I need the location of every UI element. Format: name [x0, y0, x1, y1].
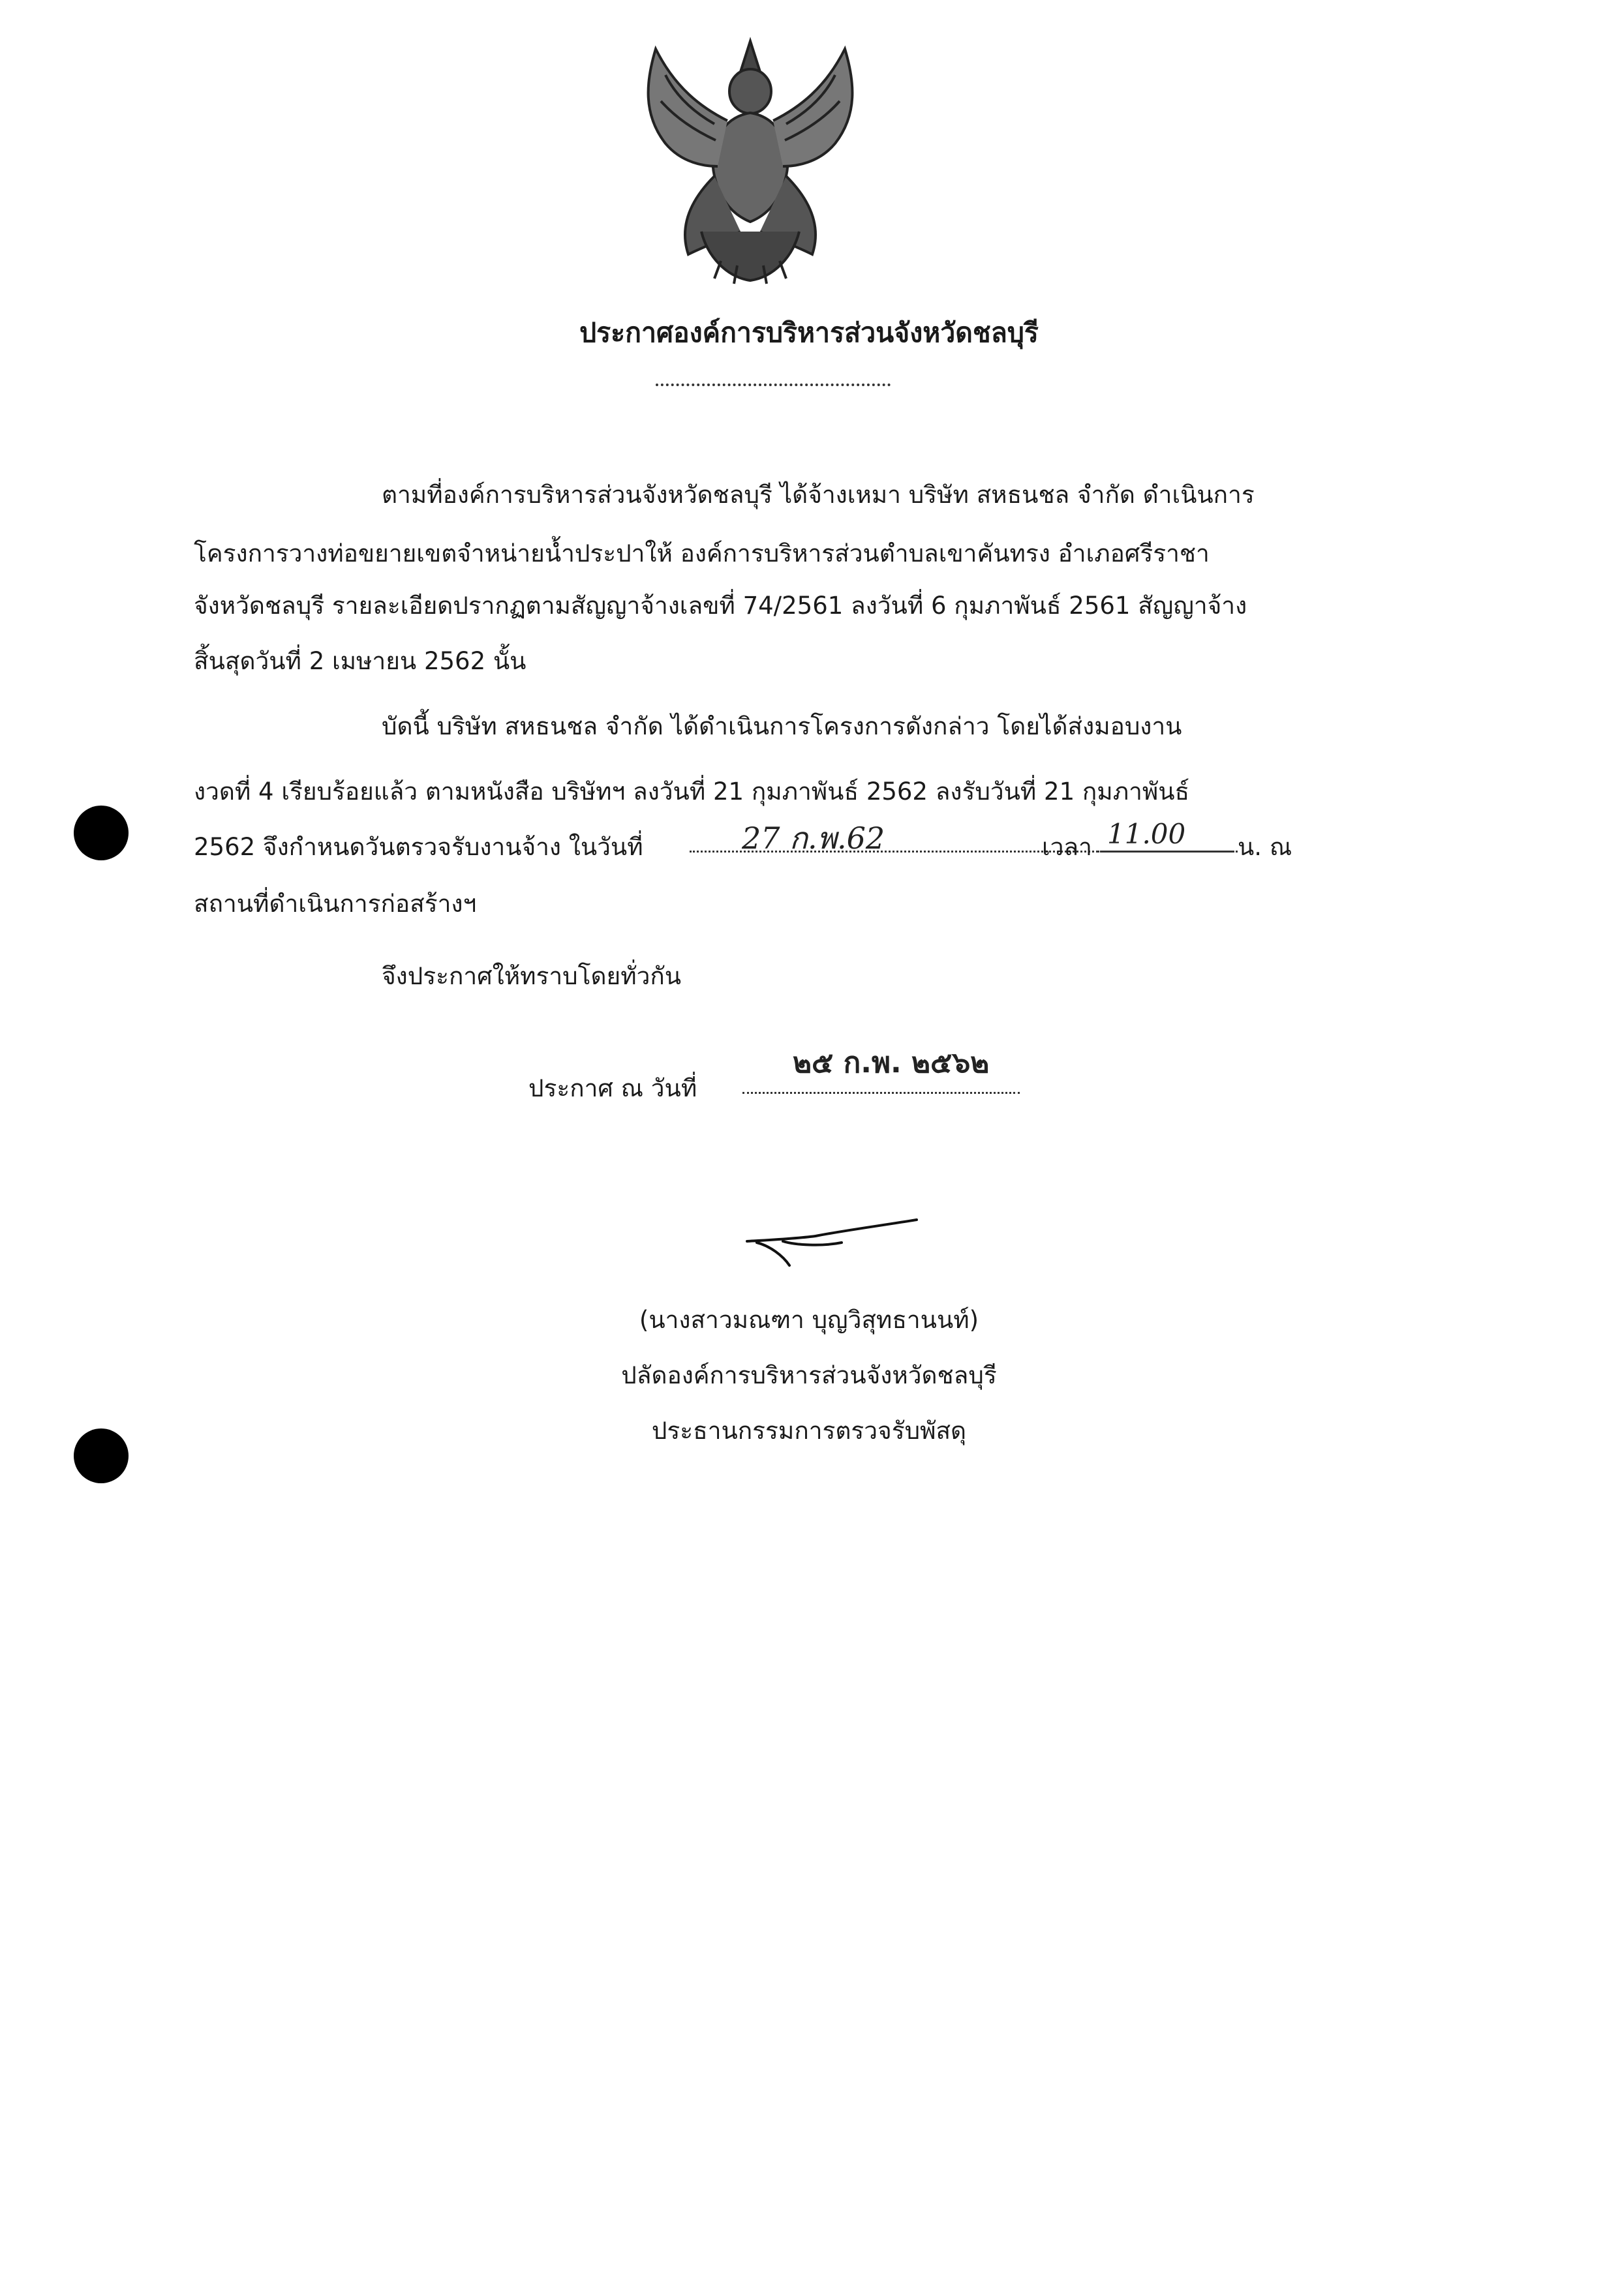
signatory-committee-role: ประธานกรรมการตรวจรับพัสดุ — [651, 1417, 967, 1445]
paragraph1-line3: จังหวัดชลบุรี รายละเอียดปรากฏตามสัญญาจ้างเลขที่ 74/2561 ลงวันที่ 6 กุมภาพันธ์ 2561 สัญญาจ้าง — [194, 592, 1247, 620]
handwritten-date: 27 ก.พ.62 — [742, 821, 885, 856]
closing-line: จึงประกาศให้ทราบโดยทั่วกัน — [382, 962, 682, 990]
paragraph1-line1: ตามที่องค์การบริหารส่วนจังหวัดชลบุรี ได้จ้างเหมา บริษัท สหธนชล จำกัด ดำเนินการ — [382, 481, 1255, 509]
punch-hole — [74, 1428, 129, 1483]
title-divider — [656, 384, 891, 386]
announce-date-line — [528, 1046, 1024, 1115]
paragraph1-line2: โครงการวางท่อขยายเขตจำหน่ายน้ำประปาให้ องค์การบริหารส่วนตำบลเขาคันทรง อำเภอศรีราชา — [194, 539, 1210, 567]
time-fill-line — [1097, 851, 1238, 853]
announce-date-label: ประกาศ ณ วันที่ — [528, 1074, 697, 1102]
paragraph2-line4: สถานที่ดำเนินการก่อสร้างฯ — [194, 890, 477, 918]
paragraph1-line4: สิ้นสุดวันที่ 2 เมษายน 2562 นั้น — [194, 647, 527, 675]
garuda-emblem-icon — [630, 36, 871, 287]
signatory-name: (นางสาวมณฑา บุญวิสุทธานนท์) — [639, 1306, 979, 1334]
stamped-date: ๒๕ ก.พ. ๒๕๖๒ — [793, 1046, 990, 1080]
time-suffix: น. ณ — [1238, 833, 1292, 861]
punch-hole — [74, 806, 129, 860]
signatory-position: ปลัดองค์การบริหารส่วนจังหวัดชลบุรี — [621, 1361, 997, 1389]
signature-mark — [744, 1216, 920, 1269]
paragraph2-line2: งวดที่ 4 เรียบร้อยแล้ว ตามหนังสือ บริษัทฯ ลงวันที่ 21 กุมภาพันธ์ 2562 ลงรับวันที่ 21 กุมภาพันธ์ — [194, 778, 1190, 806]
document-title: ประกาศองค์การบริหารส่วนจังหวัดชลบุรี — [579, 317, 1039, 348]
announce-date-fill-line — [742, 1092, 1020, 1094]
time-label: เวลา — [1042, 833, 1092, 861]
paragraph2-line3 — [194, 818, 1303, 874]
inspection-date-label: 2562 จึงกำหนดวันตรวจรับงานจ้าง ในวันที่ — [194, 833, 643, 861]
handwritten-time: 11.00 — [1107, 818, 1186, 850]
paragraph2-line1: บัดนี้ บริษัท สหธนชล จำกัด ได้ดำเนินการโครงการดังกล่าว โดยได้ส่งมอบงาน — [382, 712, 1182, 740]
